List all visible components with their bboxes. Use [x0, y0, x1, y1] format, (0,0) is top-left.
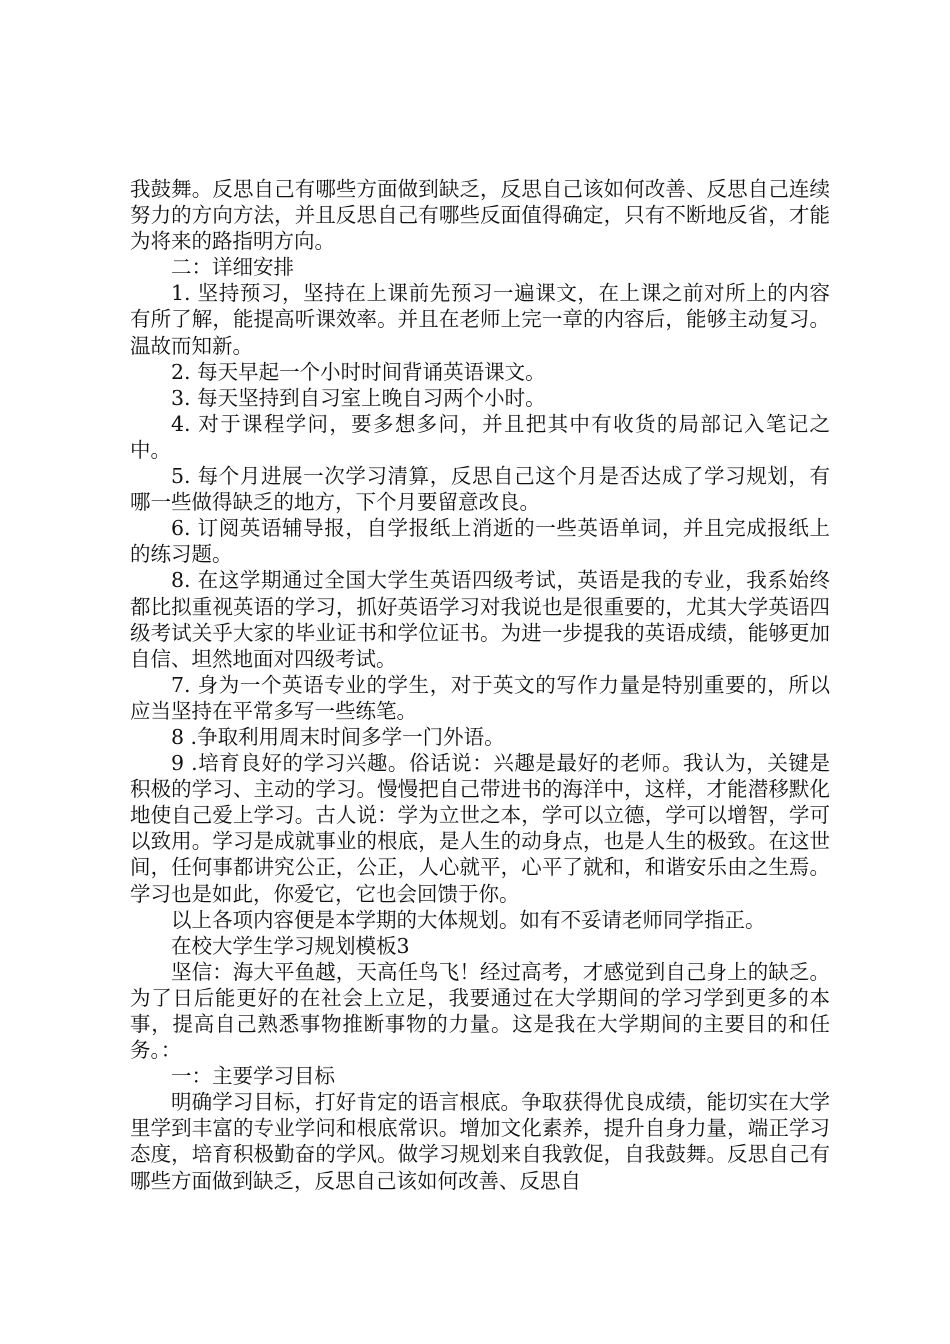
paragraph: 2. 每天早起一个小时时间背诵英语课文。	[171, 359, 546, 384]
paragraph: 8 .争取利用周末时间多学一门外语。	[171, 724, 505, 749]
paragraph: 5. 每个月进展一次学习清算，反思自己这个月是否达成了学习规划，有哪一些做得缺乏的地方，下个月要留意改良。	[130, 464, 830, 515]
paragraph: 一：主要学习目标	[171, 1064, 335, 1089]
paragraph: 二：详细安排	[171, 255, 294, 280]
paragraph: 以上各项内容便是本学期的大体规划。如有不妥请老师同学指正。	[171, 907, 766, 932]
paragraph: 8. 在这学期通过全国大学生英语四级考试，英语是我的专业，我系始终都比拟重视英语的学习，抓好英语学习对我说也是很重要的，尤其大学英语四级考试关乎大家的毕业证书和学位证书。为进一步提我的英语成绩，能够更加自信、坦然地面对四级考试。	[130, 568, 830, 671]
paragraph: 7. 身为一个英语专业的学生，对于英文的写作力量是特别重要的，所以应当坚持在平常多写一些练笔。	[130, 672, 830, 723]
document-body	[130, 176, 830, 1194]
paragraph: 3. 每天坚持到自习室上晚自习两个小时。	[171, 385, 546, 410]
paragraph: 我鼓舞。反思自己有哪些方面做到缺乏，反思自己该如何改善、反思自己连续努力的方向方法，并且反思自己有哪些反面值得确定，只有不断地反省，才能为将来的路指明方向。	[130, 177, 830, 254]
paragraph: 4. 对于课程学问，要多想多问，并且把其中有收货的局部记入笔记之中。	[130, 411, 830, 462]
paragraph: 9 .培育良好的学习兴趣。俗话说：兴趣是最好的老师。我认为，关键是积极的学习、主动的学习。慢慢把自己带进书的海洋中，这样，才能潜移默化地使自己爱上学习。古人说：学为立世之本，学可以立德，学可以增智，学可以致用。学习是成就事业的根底，是人生的动身点，也是人生的极致。在这世间，任何事都讲究公正，公正，人心就平，心平了就和，和谐安乐由之生焉。学习也是如此，你爱它，它也会回馈于你。	[130, 751, 830, 906]
paragraph: 明确学习目标，打好肯定的语言根底。争取获得优良成绩，能切实在大学里学到丰富的专业学问和根底常识。增加文化素养，提升自身力量，端正学习态度，培育积极勤奋的学风。做学习规划来自我敦促，自我鼓舞。反思自己有哪些方面做到缺乏，反思自己该如何改善、反思自	[130, 1090, 830, 1193]
paragraph: 6. 订阅英语辅导报，自学报纸上消逝的一些英语单词，并且完成报纸上的练习题。	[130, 516, 830, 567]
paragraph: 1. 坚持预习，坚持在上课前先预习一遍课文，在上课之前对所上的内容有所了解，能提高听课效率。并且在老师上完一章的内容后，能够主动复习。温故而知新。	[130, 281, 830, 358]
paragraph: 坚信：海大平鱼越，天高任鸟飞！经过高考，才感觉到自己身上的缺乏。为了日后能更好的在社会上立足，我要通过在大学期间的学习学到更多的本事，提高自己熟悉事物推断事物的力量。这是我在大学期间的主要目的和任务。：	[130, 959, 830, 1063]
paragraph: 在校大学生学习规划模板3	[171, 933, 410, 958]
